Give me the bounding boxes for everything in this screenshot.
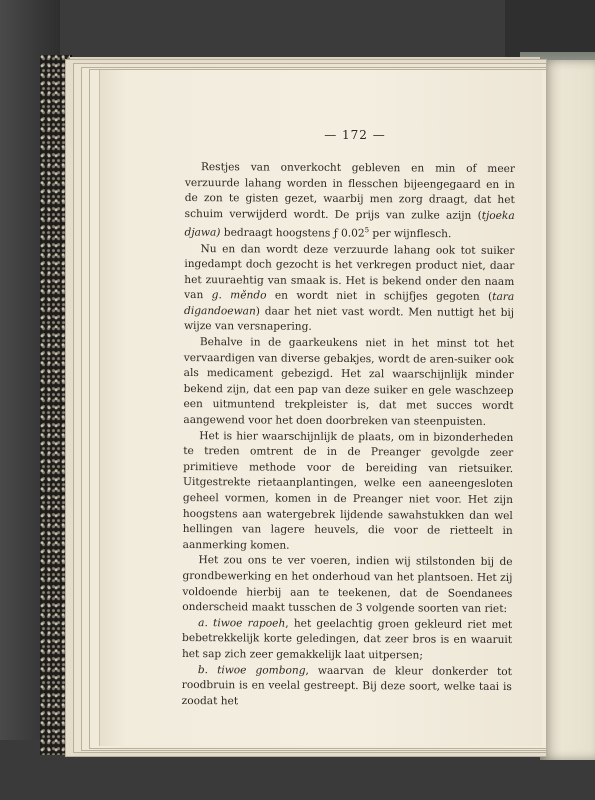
text-run: , waarvan de kleur donkerder tot roodbruin is en veelal gestreept. Bij deze soort, welke taai is zoodat het bbox=[181, 664, 512, 708]
italic-text: tiwoe gombong bbox=[217, 663, 306, 677]
text-run: , het geelachtig groen gekleurd riet met bebetrekkelijk korte geledingen, dat zeer bros is en waaruit het sap zich zeer gemakkelijk laat uitpersen; bbox=[181, 617, 513, 662]
body-text bbox=[182, 160, 515, 711]
facing-page bbox=[540, 60, 595, 760]
text-run: Het zou ons te ver voeren, indien wij stilstonden bij de grondbewerking en het onderhoud van het plantsoen. Het zij voldoende hierbij aan te teekenen, dat de Soendanees onderscheid maakt tusschen de 3 volgende soorten van riet: bbox=[182, 554, 513, 616]
paragraph bbox=[182, 616, 512, 665]
text-run: per wijnflesch. bbox=[369, 228, 452, 241]
paragraph bbox=[182, 553, 512, 617]
text-run: Restjes van onverkocht gebleven en min of meer verzuurde lahang worden in flesschen bijeengegaard en in de zon te gisten gezet, waarbij men zorg draagt, dat het schuim verwijderd wordt. De prijs van zulke azijn ( bbox=[184, 161, 515, 222]
paragraph bbox=[183, 335, 514, 431]
paragraph bbox=[183, 429, 514, 556]
text-run: 5 bbox=[364, 226, 370, 235]
text-run: en wordt niet in schijfjes gegoten ( bbox=[266, 289, 493, 304]
italic-text: tjoeka djawa) bbox=[184, 209, 515, 240]
italic-text: g. měndo bbox=[211, 289, 267, 302]
page-content bbox=[100, 70, 542, 746]
paragraph bbox=[182, 663, 512, 712]
text-run: Behalve in de gaarkeukens niet in het minst tot het vervaardigen van diverse gebakjes, wordt de aren-suiker ook als medicament gebezigd. Het zal waarschijnlijk minder bekend zijn, dat een pap van deze suiker en gele waschzeep een uitmuntend trekpleister is, dat met succes wordt aangewend voor het doen doorbreken van steenpuisten. bbox=[183, 336, 514, 428]
text-run: Nu en dan wordt deze verzuurde lahang ook tot suiker ingedampt doch gezocht is het verkregen product niet, daar het zuuraehtig van smaak is. Het is bekend onder den naam van bbox=[184, 242, 515, 302]
paragraph bbox=[184, 241, 515, 337]
italic-text: b. bbox=[197, 663, 218, 676]
italic-text: tara digandoewan bbox=[184, 291, 515, 318]
page-number: — 172 — bbox=[324, 128, 386, 142]
italic-text: a. bbox=[198, 616, 214, 629]
text-run: bedraagt hoogstens ƒ 0.02 bbox=[220, 227, 365, 241]
text-run: ) daar het niet vast wordt. Men nuttigt het bij wijze van versnapering. bbox=[183, 305, 515, 334]
paragraph bbox=[185, 160, 515, 244]
text-run: Het is hier waarschijnlijk de plaats, om in bizonderheden te treden omtrent de in de Preanger gevolgde zeer primitieve methode voor de bereiding van rietsuiker. Uitgestrekte rietaanplantingen, welke een aaneengesloten geheel vormen, komen in de Preanger niet voor. Het zijn hoogstens aan watergebrek lijdende sawahstukken dan wel hellingen van lagere heuvels, die voor de rietteelt in aanmerking komen. bbox=[182, 429, 514, 552]
italic-text: tiwoe rapoeh bbox=[213, 616, 286, 630]
